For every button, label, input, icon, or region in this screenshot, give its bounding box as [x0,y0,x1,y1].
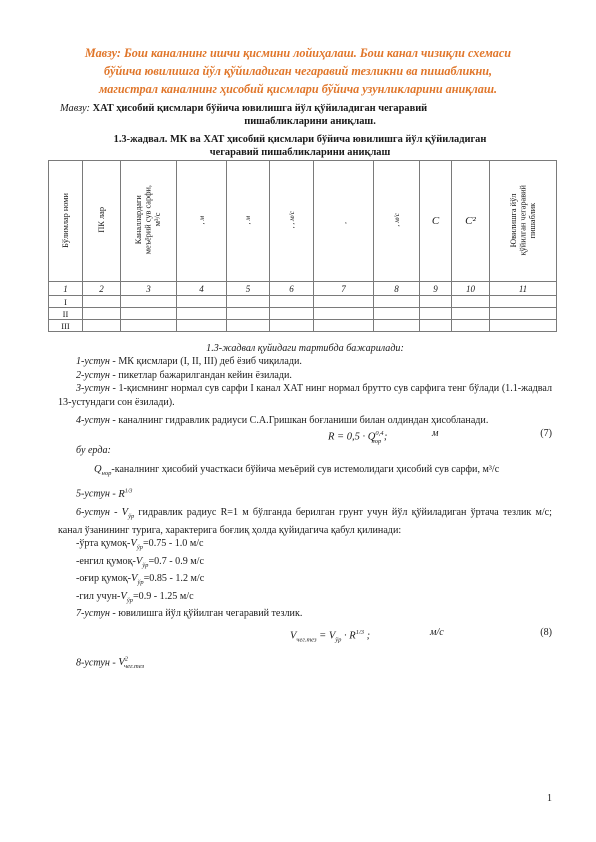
header-cell [452,161,490,282]
column-number: 2 [83,282,121,296]
formula-7-number: (7) [540,428,552,440]
step-5: 5-устун - $R^{1/3}$ [76,488,133,500]
column-number: 8 [374,282,420,296]
step-1: 1-устун - МК қисмлари (I, II, III) деб ёзиб чиқилади. [76,356,302,368]
header-text: Ювилишга йўл қўйилган чегаравий пишаблик [508,184,537,256]
step-7: 7-устун - ювилишга йўл қўйилган чегаравий тезлик. [76,608,303,620]
step-2: 2-устун - пикетлар бажарилгандан кейин ёзилади. [76,369,292,381]
formula-8-number: (8) [540,626,552,638]
topic-header [38,44,558,98]
column-number: 9 [420,282,452,296]
formula-8 [58,626,552,643]
header-text: C² [465,215,476,227]
step-4: 4-устун - каналнинг гидравлик радиуси С.А.Гришкан боғланиши билан олдиндан ҳисобланади. [76,415,489,427]
table-caption-line-1: 1.3-жадвал. МК ва ХАТ ҳисобий қисмлари бўйича ювилишга йўл қўйиладиган [113,134,487,145]
table-row [49,296,557,308]
q-description: $Q_{нор}$-каналнинг ҳисобий участкаси бўйича меъёрий сув истемолидаги ҳисобий сув сарфи, м³/с [94,463,500,477]
header-line-3: магистрал каналнинг ҳисобий қисмлари бўйича узунликларини аниқлаш. [98,82,498,96]
where-label: бу ерда: [76,445,111,457]
column-number: 6 [270,282,314,296]
header-text: , м/с [391,213,401,227]
header-cell [83,161,121,282]
header-text: , [338,222,348,224]
header-text: , , м/с [286,211,296,229]
header-text: , м [196,215,206,225]
column-number: 1 [49,282,83,296]
row-label: III [49,320,83,332]
table-header-row [49,161,557,282]
header-text: ПК лар [96,207,106,233]
column-number: 7 [314,282,374,296]
subject-text-2: пишабликларини аниқлаш. [244,116,376,127]
column-number: 4 [177,282,227,296]
header-cell [314,161,374,282]
column-number-row [49,282,557,296]
soil-item: -оғир қумоқ-$V_{ўр}=0.85 - 1.2$ м/с [76,573,205,587]
column-number: 3 [121,282,177,296]
header-text: C [431,215,440,227]
table-caption-line-2: чегаравий пишабликларини аниқлаш [209,146,391,158]
header-cell [420,161,452,282]
header-cell [49,161,83,282]
data-table [48,160,557,332]
formula-7-expression: R = 0,5 · Q$^{0,4}_{нор}$ ; [328,430,388,446]
header-line-1: Мавзу: Бош каналнинг ишчи қисмини лойиҳалаш. Бош канал чизиқли схемаси [84,46,512,60]
column-number: 11 [490,282,557,296]
formula-7 [58,427,552,444]
procedure-text [58,342,552,674]
header-cell [374,161,420,282]
step-3: 3-устун - 1-қисмнинг нормал сув сарфи I канал ХАТ нинг нормал брутто сув сарфига тенг бўлади (1.1-жадвал 13-устундаги сон ёзилади). [58,383,552,408]
column-number: 5 [227,282,270,296]
formula-7-unit: м [432,428,439,440]
header-cell [177,161,227,282]
formula-8-unit: м/с [430,626,444,638]
subject-line [60,102,560,128]
subject-label: Мавзу: [60,103,90,114]
table-caption [70,134,530,159]
header-cell [121,161,177,282]
page-number: 1 [547,793,552,804]
soil-item: -енгил қумоқ-$V_{ўр}=0.7 - 0.9$ м/с [76,555,204,569]
header-text: , м [243,215,253,225]
header-line-2: бўйича ювилишга йўл қўйиладиган чегаравий тезликни ва пишабликни, [103,64,493,78]
subject-text-1: ХАТ ҳисобий қисмлари бўйича ювилишга йўл қўйиладиган чегаравий [92,103,428,114]
step-6: 6-устун - $V_{ўр}$ гидравлик радиус R=1 м бўлганда берилган грунт учун йўл қўйиладиган ўртача тезлик м/с; канал ўзанининг турига, характерига боғлиқ ҳолда қуйидагича қабул қилинади: [58,507,552,536]
soil-item: -гил учун-$V_{ўр}=0.9 - 1.25$ м/с [76,590,194,604]
table-row [49,320,557,332]
header-text: Бўлимлар номи [60,192,70,248]
header-cell [227,161,270,282]
header-text: Каналлардаги меъёрий сув сарфи, м³/с [134,185,163,255]
soil-item: -ўрта қумоқ-$V_{ўр}=0.75 - 1.0$ м/с [76,538,204,552]
formula-8-expression: $V_{чег.тез} = V_{ўр} \cdot R^{1/3}$ ; [290,628,371,644]
header-cell [270,161,314,282]
step-8: 8-устун - $V^2_{чег.тез}$ [76,655,145,671]
table-row [49,308,557,320]
procedure-caption: 1.3-жадвал қуйидаги тартибда бажарилади: [206,343,404,354]
row-label: I [49,296,83,308]
header-cell [490,161,557,282]
row-label: II [49,308,83,320]
column-number: 10 [452,282,490,296]
